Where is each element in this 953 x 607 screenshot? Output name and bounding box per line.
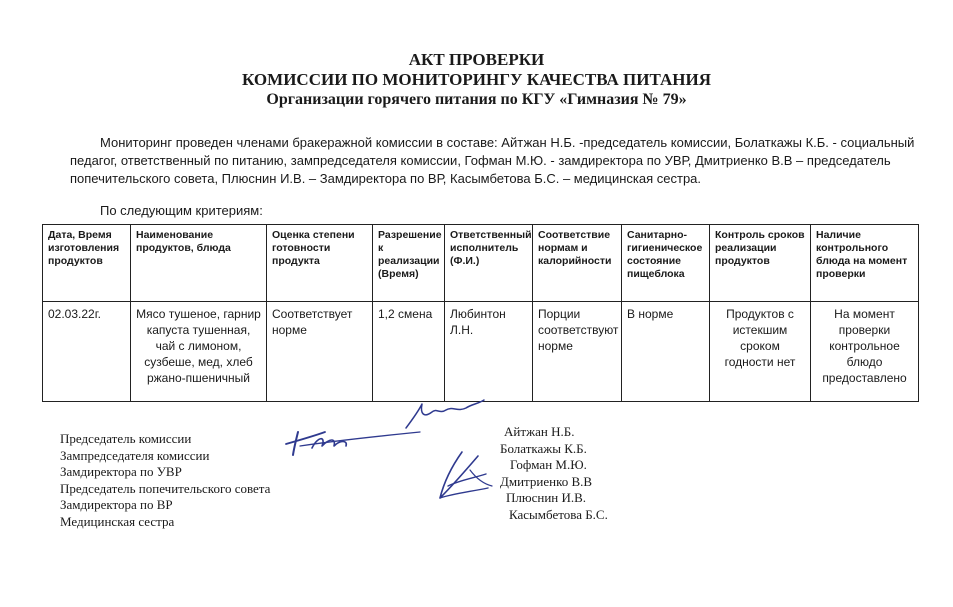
table-header-cell: Соответствие нормам и калорийности (533, 225, 622, 302)
table-cell: В норме (622, 302, 710, 402)
document-title-block (0, 50, 953, 110)
table-header-cell: Наименование продуктов, блюда (131, 225, 267, 302)
signature-names (500, 424, 608, 523)
table-cell: Продуктов с истекшим сроком годности нет (710, 302, 811, 402)
signature-role: Замдиректора по ВР (60, 497, 173, 512)
signature-stroke (312, 439, 346, 448)
table-cell: Мясо тушеное, гарнир капуста тушенная, чай с лимоном, сузбеше, мед, хлеб ржано-пшеничный (131, 302, 267, 402)
table-cell: 02.03.22г. (43, 302, 131, 402)
signature-name: Айтжан Н.Б. (504, 424, 575, 439)
signature-roles (60, 431, 270, 530)
signature-role: Замдиректора по УВР (60, 464, 182, 479)
table-header-cell: Оценка степени готовности продукта (267, 225, 373, 302)
signature-stroke (440, 488, 488, 498)
signature-role: Председатель попечительского совета (60, 480, 271, 496)
signature-name: Касымбетова Б.С. (509, 506, 608, 522)
signature-stroke (448, 474, 486, 486)
title-line-2: КОМИССИИ ПО МОНИТОРИНГУ КАЧЕСТВА ПИТАНИЯ (242, 70, 711, 89)
table-cell: Порции соответствуют норме (533, 302, 622, 402)
inspection-table (42, 224, 919, 402)
signature-name: Плюснин И.В. (506, 490, 587, 505)
signature-role: Медицинская сестра (60, 513, 175, 529)
signature-stroke (440, 452, 478, 498)
table-cell: Соответствует норме (267, 302, 373, 402)
signature-name: Болаткажы К.Б. (500, 440, 587, 456)
table-cell: На момент проверки контрольное блюдо предоставлено (811, 302, 919, 402)
title-line-1: АКТ ПРОВЕРКИ (408, 50, 545, 69)
table-header-cell: Дата, Время изготовления продуктов (43, 225, 131, 302)
table-cell: 1,2 смена (373, 302, 445, 402)
criteria-label: По следующим критериям: (100, 203, 263, 218)
table-header-cell: Контроль сроков реализации продуктов (710, 225, 811, 302)
signature-stroke (300, 432, 420, 446)
signature-stroke (470, 470, 492, 486)
table-header-cell: Санитарно-гигиеническое состояние пищеблока (622, 225, 710, 302)
table-header-cell: Наличие контрольного блюда на момент проверки (811, 225, 919, 302)
table-cell: Любинтон Л.Н. (445, 302, 533, 402)
table-header-row (43, 225, 919, 302)
signature-stroke (286, 432, 325, 444)
signature-role: Зампредседателя комиссии (60, 447, 210, 463)
intro-paragraph: Мониторинг проведен членами бракеражной комиссии в составе: Айтжан Н.Б. -председатель комиссии, Болаткажы К.Б. - социальный педагог, ответственный по питанию, зампредседателя комиссии, Гофман М.Ю. - замдиректора по УВР, Дмитриенко В.В – председатель попечительского совета, Плюснин И.В. – Замдиректора по ВР, Касымбетова Б.С. – медицинская сестра. (70, 135, 915, 186)
table-header-cell: Ответственный исполнитель (Ф.И.) (445, 225, 533, 302)
signature-stroke (406, 400, 484, 428)
signature-name: Гофман М.Ю. (510, 457, 587, 472)
title-line-3: Организации горячего питания по КГУ «Гимназия № 79» (266, 91, 687, 108)
table-header-cell: Разрешение к реализации (Время) (373, 225, 445, 302)
signature-role: Председатель комиссии (60, 431, 192, 446)
table-row (43, 302, 919, 402)
signature-stroke (293, 432, 298, 455)
signature-name: Дмитриенко В.В (500, 473, 593, 489)
